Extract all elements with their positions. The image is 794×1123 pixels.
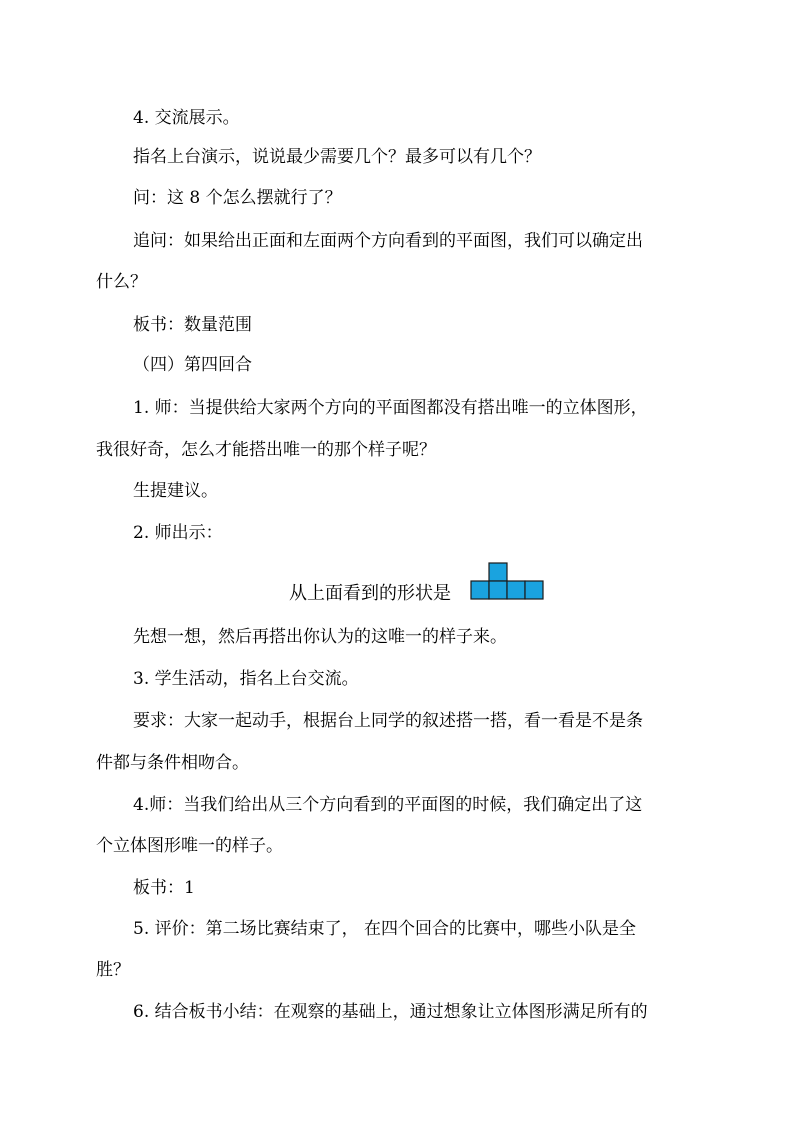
block-bottom-1 bbox=[471, 581, 489, 599]
figure-caption: 从上面看到的形状是 bbox=[289, 583, 451, 604]
step-4-teacher-line2: 个立体图形唯一的样子。 bbox=[96, 836, 283, 856]
paragraph-think-then-build: 先想一想，然后再搭出你认为的这唯一的样子来。 bbox=[133, 627, 507, 647]
block-bottom-3 bbox=[507, 581, 525, 599]
paragraph-demo-question: 指名上台演示，说说最少需要几个？最多可以有几个？ bbox=[133, 147, 541, 167]
step-6-summary: 6. 结合板书小结：在观察的基础上，通过想象让立体图形满足所有的 bbox=[133, 1002, 648, 1022]
step-4-exchange: 4. 交流展示。 bbox=[133, 108, 240, 128]
block-bottom-4 bbox=[525, 581, 543, 599]
step-5-evaluation-line1: 5. 评价：第二场比赛结束了， 在四个回合的比赛中，哪些小队是全 bbox=[133, 919, 637, 939]
step-4-teacher-line1: 4.师：当我们给出从三个方向看到的平面图的时候，我们确定出了这 bbox=[133, 795, 643, 815]
board-note-quantity-range: 板书：数量范围 bbox=[133, 315, 252, 335]
board-note-1: 板书：1 bbox=[133, 878, 195, 898]
top-view-blocks-diagram bbox=[470, 562, 544, 602]
block-bottom-2 bbox=[489, 581, 507, 599]
step-1-teacher-line2: 我很好奇，怎么才能搭出唯一的那个样子呢？ bbox=[96, 440, 436, 460]
block-top bbox=[489, 563, 507, 581]
paragraph-requirement-line1: 要求：大家一起动手，根据台上同学的叙述搭一搭，看一看是不是条 bbox=[133, 711, 643, 731]
top-view-figure bbox=[0, 562, 794, 602]
step-3-student-activity: 3. 学生活动，指名上台交流。 bbox=[133, 669, 359, 689]
step-1-teacher-line1: 1. 师：当提供给大家两个方向的平面图都没有搭出唯一的立体图形， bbox=[133, 398, 648, 418]
section-heading-round-four: （四）第四回合 bbox=[133, 355, 252, 375]
paragraph-requirement-line2: 件都与条件相吻合。 bbox=[96, 753, 249, 773]
step-2-teacher-shows: 2. 师出示： bbox=[133, 523, 223, 543]
step-5-evaluation-line2: 胜？ bbox=[96, 960, 130, 980]
paragraph-follow-up-line1: 追问：如果给出正面和左面两个方向看到的平面图，我们可以确定出 bbox=[133, 231, 643, 251]
paragraph-question-8: 问：这 8 个怎么摆就行了？ bbox=[133, 188, 342, 208]
paragraph-student-suggestions: 生提建议。 bbox=[133, 481, 218, 501]
paragraph-follow-up-line2: 什么？ bbox=[96, 272, 147, 292]
